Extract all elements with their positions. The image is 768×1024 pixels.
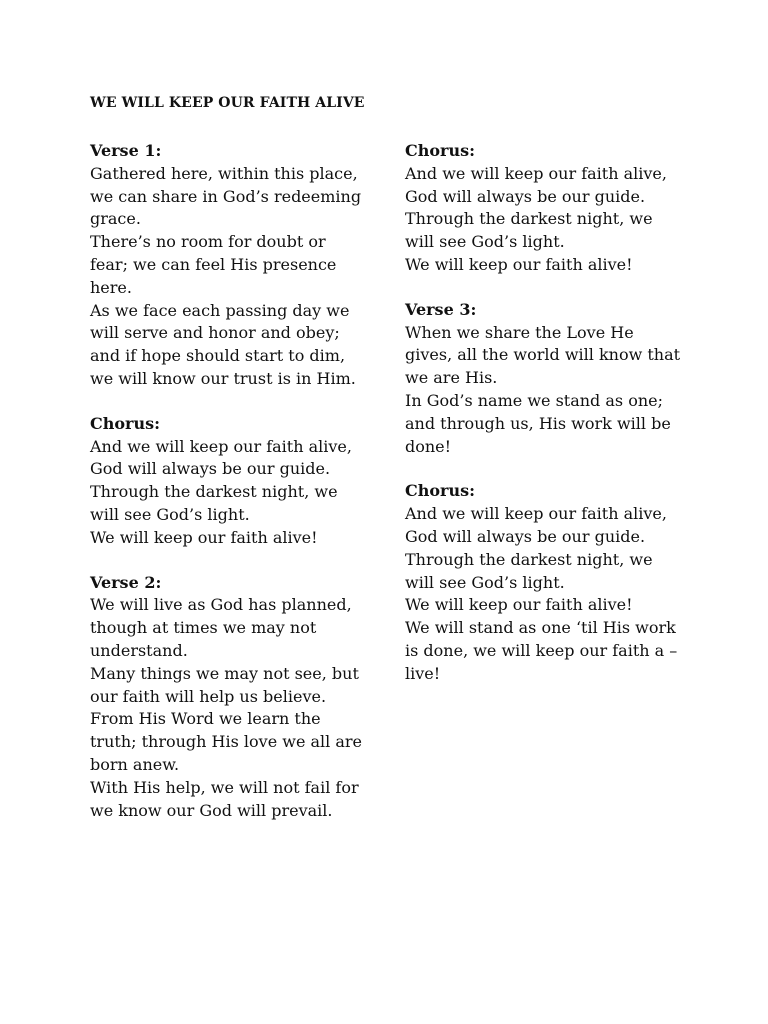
lyric-line: gives, all the world will know that [405, 345, 681, 365]
lyric-line: We will stand as one ‘til His work [405, 618, 676, 638]
lyric-line: We will live as God has planned, [90, 595, 352, 615]
lyric-line: and through us, His work will be [405, 413, 671, 433]
lyric-line: And we will keep our faith alive, [90, 436, 352, 456]
lyric-line: our faith will help us believe. [90, 686, 327, 706]
lyric-section [90, 413, 370, 550]
lyric-line: live! [405, 663, 441, 683]
lyric-line: though at times we may not [90, 618, 317, 638]
lyric-line: Gathered here, within this place, [90, 163, 358, 183]
lyric-line: Through the darkest night, we [90, 482, 338, 502]
lyric-line: born anew. [90, 754, 180, 774]
lyric-line: God will always be our guide. [405, 526, 646, 546]
lyric-line: we know our God will prevail. [90, 800, 333, 820]
lyric-line: We will keep our faith alive! [90, 527, 318, 547]
section-heading: Verse 3: [405, 299, 477, 319]
section-heading: Verse 2: [90, 572, 162, 592]
lyric-line: There’s no room for doubt or [90, 232, 326, 252]
lyric-line: here. [90, 277, 132, 297]
lyric-line: And we will keep our faith alive, [405, 163, 667, 183]
lyric-line: As we face each passing day we [90, 300, 350, 320]
lyric-line: will see God’s light. [405, 572, 565, 592]
lyric-line: is done, we will keep our faith a – [405, 640, 678, 660]
lyric-line: fear; we can feel His presence [90, 254, 337, 274]
lyric-line: When we share the Love He [405, 322, 634, 342]
lyric-section [405, 140, 695, 277]
lyric-line: we can share in God’s redeeming [90, 186, 362, 206]
lyric-line: God will always be our guide. [90, 459, 331, 479]
lyric-line: With His help, we will not fail for [90, 777, 359, 797]
lyric-line: understand. [90, 640, 188, 660]
section-heading: Chorus: [405, 481, 476, 501]
lyric-section [405, 299, 695, 459]
lyric-line: We will keep our faith alive! [405, 595, 633, 615]
lyric-line: done! [405, 436, 452, 456]
right-column [405, 140, 695, 708]
lyric-line: will see God’s light. [90, 504, 250, 524]
lyric-line: Through the darkest night, we [405, 209, 653, 229]
lyric-line: Through the darkest night, we [405, 549, 653, 569]
section-heading: Chorus: [90, 413, 161, 433]
lyric-line: We will keep our faith alive! [405, 254, 633, 274]
lyric-line: Many things we may not see, but [90, 663, 359, 683]
section-heading: Chorus: [405, 141, 476, 160]
lyric-line: will see God’s light. [405, 232, 565, 252]
lyric-line: And we will keep our faith alive, [405, 504, 667, 524]
lyric-section [405, 480, 695, 685]
lyric-section [90, 140, 370, 391]
lyric-line: In God’s name we stand as one; [405, 390, 664, 410]
lyric-line: truth; through His love we all are [90, 732, 363, 752]
lyric-line: we will know our trust is in Him. [90, 368, 356, 388]
lyric-line: will serve and honor and obey; [90, 323, 340, 343]
song-title: WE WILL KEEP OUR FAITH ALIVE [90, 95, 365, 111]
lyric-line: we are His. [405, 368, 498, 388]
lyric-line: From His Word we learn the [90, 709, 321, 729]
lyric-line: and if hope should start to dim, [90, 346, 346, 366]
section-heading: Verse 1: [90, 141, 162, 160]
left-column [90, 140, 370, 844]
lyric-line: grace. [90, 209, 141, 229]
lyric-line: God will always be our guide. [405, 186, 646, 206]
lyric-section [90, 572, 370, 823]
